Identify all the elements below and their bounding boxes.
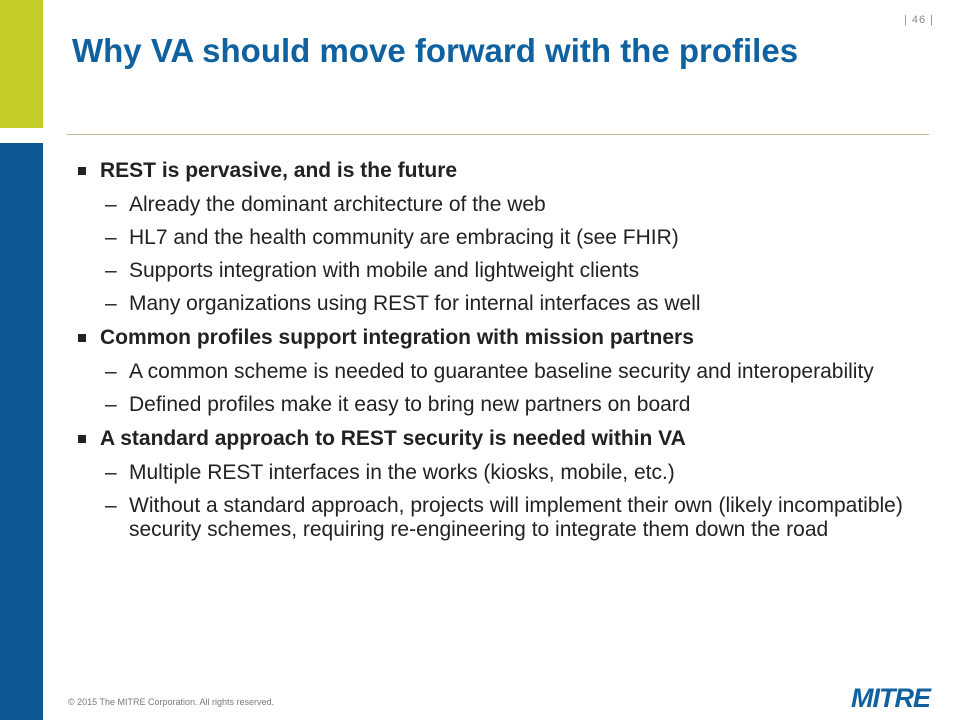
dash-icon: – — [105, 393, 117, 416]
sub-bullet — [78, 494, 918, 542]
accent-bar-blue — [0, 143, 43, 720]
slide-title: Why VA should move forward with the profiles — [72, 32, 799, 69]
dash-icon: – — [105, 360, 117, 383]
sub-bullet — [78, 461, 918, 485]
sub-bullet-text: HL7 and the health community are embracing it (see FHIR) — [129, 226, 679, 249]
copyright-notice: © 2015 The MITRE Corporation. All rights reserved. — [68, 697, 275, 707]
sub-bullet — [78, 393, 918, 417]
title-divider — [67, 134, 929, 135]
bullet-rest-pervasive — [78, 158, 918, 184]
dash-icon: – — [105, 193, 117, 216]
dash-icon: – — [105, 226, 117, 249]
sub-bullet-text: Supports integration with mobile and lightweight clients — [129, 259, 640, 282]
sub-bullet-text: Multiple REST interfaces in the works (kiosks, mobile, etc.) — [129, 461, 675, 484]
sub-bullet — [78, 226, 918, 250]
sub-bullet-text: Many organizations using REST for internal interfaces as well — [129, 292, 701, 315]
sub-bullet-text: Already the dominant architecture of the web — [129, 193, 546, 216]
bullet-text: REST is pervasive, and is the future — [100, 159, 458, 182]
bullet-standard-approach — [78, 426, 918, 452]
dash-icon: – — [105, 494, 117, 517]
dash-icon: – — [105, 292, 117, 315]
square-bullet-icon — [78, 435, 86, 443]
sub-bullet-text: Without a standard approach, projects will implement their own (likely incompatible) security schemes, requiring re-engineering to integrate them down the road — [129, 494, 903, 541]
slide-body — [78, 152, 918, 551]
dash-icon: – — [105, 259, 117, 282]
dash-icon: – — [105, 461, 117, 484]
bullet-text: Common profiles support integration with mission partners — [100, 326, 694, 349]
accent-bar-green — [0, 0, 43, 128]
bullet-text: A standard approach to REST security is needed within VA — [100, 427, 686, 450]
sub-bullet — [78, 360, 918, 384]
sub-bullet-text: A common scheme is needed to guarantee baseline security and interoperability — [129, 360, 874, 383]
sub-bullet-text: Defined profiles make it easy to bring new partners on board — [129, 393, 691, 416]
sub-bullet — [78, 259, 918, 283]
page-number: | 46 | — [903, 14, 934, 26]
mitre-logo: MITRE — [851, 683, 930, 713]
sub-bullet — [78, 193, 918, 217]
square-bullet-icon — [78, 167, 86, 175]
bullet-common-profiles — [78, 325, 918, 351]
sub-bullet — [78, 292, 918, 316]
square-bullet-icon — [78, 334, 86, 342]
